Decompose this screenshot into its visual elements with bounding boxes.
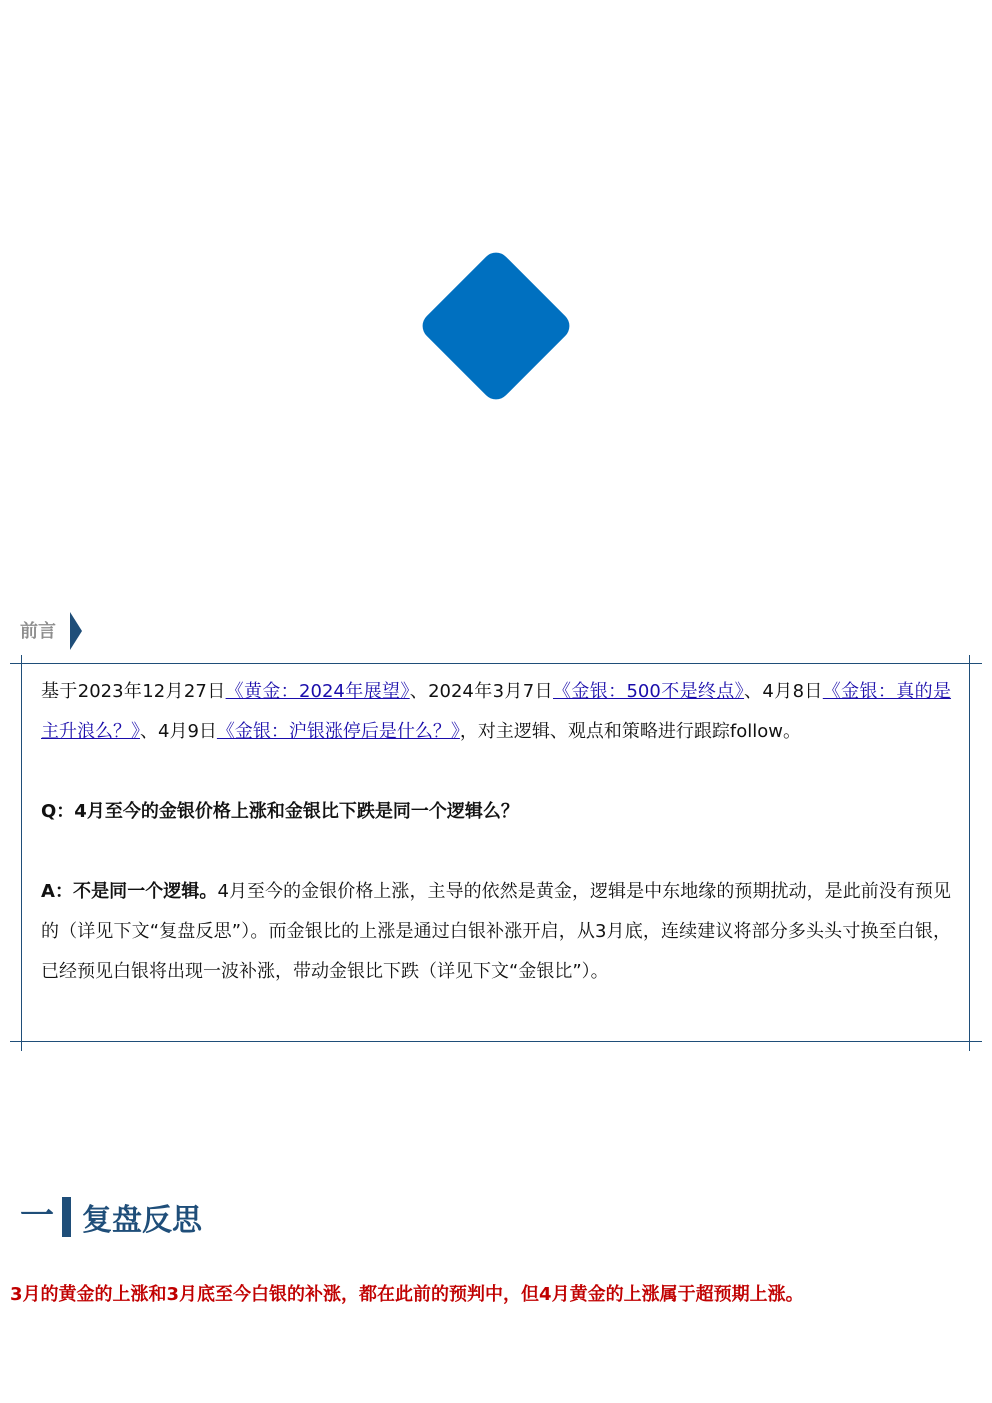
cover-diamond-logo — [417, 247, 575, 405]
answer-lead: A：不是同一个逻辑。 — [41, 881, 218, 902]
section-title: 复盘反思 — [82, 1203, 202, 1238]
section-highlight-text: 3月的黄金的上涨和3月底至今白银的补涨，都在此前的预判中，但4月黄金的上涨属于超预期上涨。 — [10, 1284, 804, 1305]
section-number: 一 — [20, 1196, 54, 1236]
preface-box-left-border — [21, 655, 22, 1051]
preface-box-content — [41, 672, 951, 992]
article-link-gold-2024-outlook[interactable]: 《黄金：2024年展望》 — [225, 681, 410, 702]
answer-paragraph — [41, 872, 951, 992]
preface-intro-paragraph: 基于2023年12月27日《黄金：2024年展望》、2024年3月7日《金银：500不是终点》、4月8日《金银：真的是主升浪么？》、4月9日《金银：沪银涨停后是什么？》，对主逻辑、观点和策略进行跟踪follow。 — [41, 681, 952, 742]
preface-box-right-border — [969, 655, 970, 1051]
preface-box-top-border — [10, 663, 982, 664]
answer-body: 4月至今的金银价格上涨，主导的依然是黄金，逻辑是中东地缘的预期扰动，是此前没有预见的（详见下文“复盘反思”）。而金银比的上涨是通过白银补涨开启，从3月底，连续建议将部分多头头寸换至白银，已经预见白银将出现一波补涨，带动金银比下跌（详见下文“金银比”）。 — [41, 881, 951, 982]
chevron-right-icon — [70, 612, 82, 650]
article-link-gold-silver-500[interactable]: 《金银：500不是终点》 — [553, 681, 745, 702]
preface-heading: 前言 — [20, 621, 56, 642]
article-link-silver-limit-up[interactable]: 《金银：沪银涨停后是什么？》 — [216, 721, 460, 742]
preface-box-bottom-border — [10, 1041, 982, 1042]
question-text: Q：4月至今的金银价格上涨和金银比下跌是同一个逻辑么？ — [41, 801, 519, 822]
article-link-main-wave[interactable]: 《金银：真的是主升浪么？》 — [41, 681, 952, 742]
section-accent-bar — [62, 1197, 71, 1237]
